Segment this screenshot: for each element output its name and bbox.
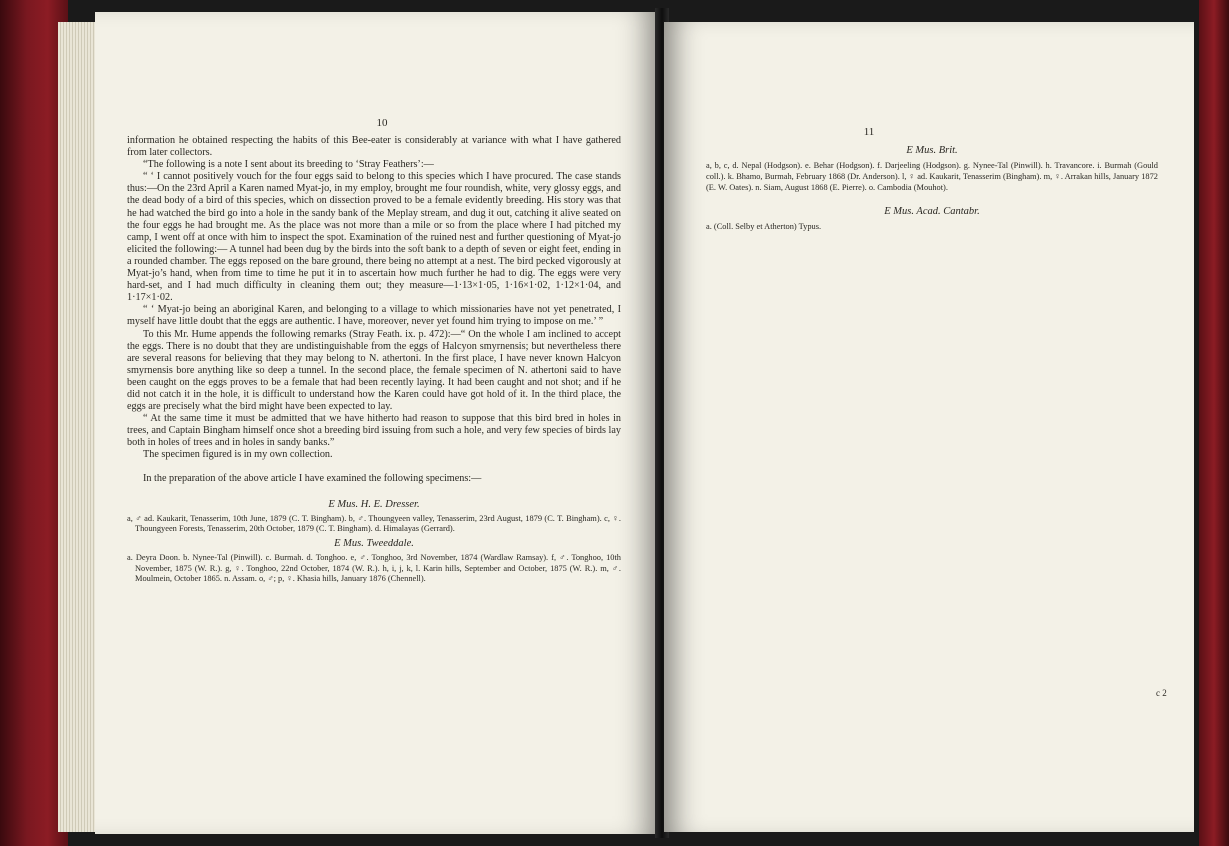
collection-heading: E Mus. H. E. Dresser.: [328, 498, 420, 510]
paragraph: “ ‘ I cannot positively vouch for the four eggs said to belong to this species which I have procured. The case stands thus:—On the 23rd April a Karen named Myat-jo, in my employ, brought me four roundish, white, very glossy eggs, and the dead body of a bird of this species, which on dissection proved to be a female evidently breeding. His story was that he had watched the bird go into a hole in the sandy bank of the Meplay stream, and dug it out, catching it alive seated on the four eggs he had brought me. As the place was not more than a mile or so from the place where I had pitched my camp, I went off at once with him to inspect the spot. Examination of the ruined nest and further questioning of Myat-jo elicited the following:— A tunnel had been dug by the birds into the soft bank to a depth of seven or eight feet, ending in a rounded chamber. The eggs reposed on the bare ground, there being no attempt at a nest. The bird pecked vigorously at Myat-jo’s hand, when from time to time he put it in to ascertain how much further he had to dig. The eggs were very hard-set, and I had much difficulty in cleaning them out; they measure—1·13×1·05, 1·16×1·02, 1·12×1·04, and 1·17×1·02.: [127, 171, 621, 304]
paragraph: The specimen figured is in my own collection.: [143, 449, 333, 461]
specimen-entry: a, b, c, d. Nepal (Hodgson). e. Behar (Hodgson). f. Darjeeling (Hodgson). g. Nynee-Tal (Pinwill). h. Travancore. i. Burmah (Gould coll.). k. Bhamo, Burmah, February 1868 (Dr. Anderson). l, ♀ ad. Kaukarit, Tenasserim (Bingham). m, ♀. Arrakan hills, January 1872 (E. W. Oates). n. Siam, August 1868 (E. Pierre). o. Cambodia (Mouhot).: [706, 161, 1158, 193]
collection-heading: E Mus. Acad. Cantabr.: [884, 206, 980, 218]
left-page: [95, 12, 660, 834]
collection-heading: E Mus. Tweeddale.: [334, 537, 414, 549]
specimen-intro: In the preparation of the above article I have examined the following specimens:—: [143, 472, 482, 484]
page-edges: [58, 22, 98, 832]
paragraph: information he obtained respecting the habits of this Bee-eater is considerably at variance with what I have gathered from later collectors.: [127, 135, 621, 159]
page-body: [706, 142, 1158, 232]
book-cover-right: [1199, 0, 1229, 846]
collection-heading: E Mus. Brit.: [906, 145, 958, 156]
page-number: 11: [863, 126, 875, 138]
signature-mark: c 2: [1156, 688, 1167, 698]
right-page: [664, 22, 1194, 832]
paragraph: “ ‘ Myat-jo being an aboriginal Karen, and belonging to a village to which missionaries have not yet penetrated, I myself have little doubt that the eggs are authentic. I have, moreover, never yet found him trying to impose on me.’ ”: [127, 304, 621, 328]
specimen-entry: a. Deyra Doon. b. Nynee-Tal (Pinwill). c. Burmah. d. Tonghoo. e, ♂. Tonghoo, 3rd November, 1874 (Wardlaw Ramsay). f, ♂. Tonghoo, 10th November, 1875 (W. R.). g, ♀. Tonghoo, 22nd October, 1874 (W. R.). h, i, j, k, l. Karin hills, September and October, 1875 (W. R.). m, ♂. Moulmein, October 1865. n. Assam. o, ♂; p, ♀. Khasia hills, January 1876 (Chennell).: [127, 553, 621, 584]
page-body: [127, 135, 621, 585]
specimen-entry: a, ♂ ad. Kaukarit, Tenasserim, 10th June, 1879 (C. T. Bingham). b, ♂. Thoungyeen valley, Tenasserim, 23rd August, 1879 (C. T. Bingham). c, ♀. Thoungyeen Forests, Tenasserim, 20th October, 1879 (C. T. Bingham). d. Himalayas (Gerrard).: [127, 513, 621, 534]
paragraph: “ At the same time it must be admitted that we have hitherto had reason to suppose that this bird bred in holes in trees, and Captain Bingham himself once shot a breeding bird issuing from such a hole, and very few species of birds lay both in holes of trees and in holes in sandy banks.”: [127, 413, 621, 449]
specimen-entry: a. (Coll. Selby et Atherton) Typus.: [706, 222, 822, 232]
paragraph: “The following is a note I sent about its breeding to ‘Stray Feathers’:—: [143, 159, 434, 171]
page-number: 10: [376, 117, 388, 129]
paragraph: To this Mr. Hume appends the following remarks (Stray Feath. ix. p. 472):—“ On the whole I am inclined to accept the eggs. There is no doubt that they are undistinguishable from the eggs of Halcyon smyrnensis; but nevertheless there are several reasons for believing that they may belong to N. athertoni. In the first place, I have never known Halcyon smyrnensis bore anything like so deep a tunnel. In the second place, the female specimen of N. athertoni said to have been caught on the eggs proves to be a female that had been recently laying. It had been caught and not shot; and if he did not catch it in the hole, it is difficult to understand how the Karen could have got hold of it. In the third place, the eggs are precisely what the bird might have been expected to lay.: [127, 328, 621, 413]
